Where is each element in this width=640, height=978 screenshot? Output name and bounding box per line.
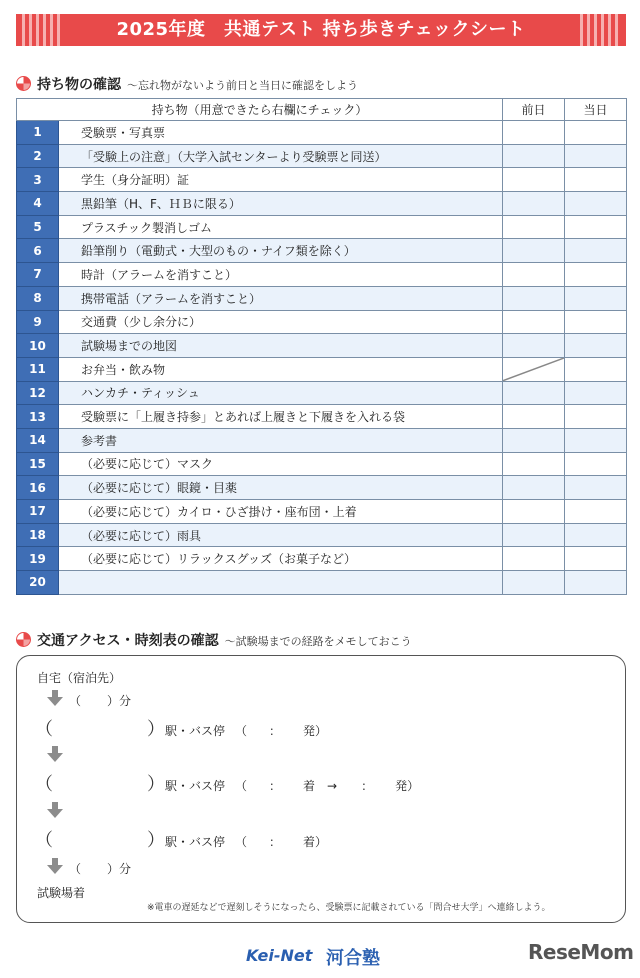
walk-minutes-1: （ ）分 — [69, 694, 132, 708]
row-number: 15 — [17, 452, 59, 476]
row-item-label: （必要に応じて）リラックスグッズ（お菓子など） — [59, 547, 503, 571]
row-item-label: 携帯電話（アラームを消すこと） — [59, 286, 503, 310]
check-box-day-before[interactable] — [503, 571, 565, 595]
section-belongings-subtitle: ～忘れ物がないよう前日と当日に確認をしよう — [127, 79, 358, 92]
check-box-day-before[interactable] — [503, 523, 565, 547]
row-number: 14 — [17, 428, 59, 452]
row-number: 7 — [17, 263, 59, 287]
paren-open-1: （ — [35, 719, 53, 740]
kawai-logo: 河合塾 — [326, 948, 380, 969]
check-box-exam-day[interactable] — [565, 381, 627, 405]
checklist-row — [17, 263, 627, 287]
row-item-label: 交通費（少し余分に） — [59, 310, 503, 334]
check-box-exam-day[interactable] — [565, 452, 627, 476]
check-box-day-before[interactable] — [503, 547, 565, 571]
header-exam-day: 当日 — [565, 99, 627, 121]
route-memo-box — [16, 655, 626, 923]
check-box-day-before[interactable] — [503, 215, 565, 239]
row-number: 1 — [17, 121, 59, 145]
paren-close-3: ） — [147, 830, 165, 851]
paren-close-1: ） — [147, 719, 165, 740]
checklist-row — [17, 547, 627, 571]
row-number: 3 — [17, 168, 59, 192]
row-item-label: 黒鉛筆（H、F、ＨＢに限る） — [59, 192, 503, 216]
row-number: 11 — [17, 357, 59, 381]
checklist-row — [17, 405, 627, 429]
down-arrow-icon — [47, 802, 63, 818]
check-box-day-before[interactable] — [503, 500, 565, 524]
checklist-row — [17, 428, 627, 452]
checklist-row — [17, 144, 627, 168]
check-box-day-before[interactable] — [503, 286, 565, 310]
checklist-row — [17, 239, 627, 263]
check-box-exam-day[interactable] — [565, 239, 627, 263]
checklist-row — [17, 381, 627, 405]
row-item-label: 受験票・写真票 — [59, 121, 503, 145]
check-box-exam-day[interactable] — [565, 571, 627, 595]
check-box-day-before[interactable] — [503, 121, 565, 145]
check-box-exam-day[interactable] — [565, 357, 627, 381]
row-number: 5 — [17, 215, 59, 239]
row-number: 10 — [17, 334, 59, 358]
check-box-day-before[interactable] — [503, 476, 565, 500]
checklist-row — [17, 192, 627, 216]
checklist-row — [17, 500, 627, 524]
check-box-day-before[interactable] — [503, 381, 565, 405]
checklist-row — [17, 476, 627, 500]
row-item-label: （必要に応じて）カイロ・ひざ掛け・座布団・上着 — [59, 500, 503, 524]
row-number: 13 — [17, 405, 59, 429]
time-transfer-2: （ ： 着 → ： 発） — [235, 779, 420, 793]
destination-label: 試験場着 — [37, 886, 86, 900]
paren-open-2: （ — [35, 774, 53, 795]
check-box-exam-day[interactable] — [565, 121, 627, 145]
checklist-row — [17, 215, 627, 239]
pie-section-icon — [16, 632, 31, 647]
section-route-subtitle: ～試験場までの経路をメモしておこう — [224, 635, 412, 648]
down-arrow-icon — [47, 858, 63, 874]
row-item-label: 鉛筆削り（電動式・大型のもの・ナイフ類を除く） — [59, 239, 503, 263]
check-box-exam-day[interactable] — [565, 168, 627, 192]
check-box-exam-day[interactable] — [565, 310, 627, 334]
row-item-label: 時計（アラームを消すこと） — [59, 263, 503, 287]
page-title: 2025年度 共通テスト 持ち歩きチェックシート — [116, 19, 526, 40]
section-belongings-title: 持ち物の確認 — [37, 77, 121, 93]
check-box-day-before[interactable] — [503, 192, 565, 216]
row-number: 12 — [17, 381, 59, 405]
checklist-row — [17, 571, 627, 595]
time-depart-1: （ ： 発） — [235, 724, 328, 738]
row-number: 8 — [17, 286, 59, 310]
check-box-exam-day[interactable] — [565, 215, 627, 239]
header-day-before: 前日 — [503, 99, 565, 121]
check-box-exam-day[interactable] — [565, 547, 627, 571]
walk-minutes-2: （ ）分 — [69, 862, 132, 876]
checklist-row — [17, 121, 627, 145]
title-banner — [16, 14, 626, 46]
row-number: 19 — [17, 547, 59, 571]
check-box-day-before[interactable] — [503, 452, 565, 476]
row-item-label: 受験票に「上履き持参」とあれば上履きと下履きを入れる袋 — [59, 405, 503, 429]
check-box-exam-day[interactable] — [565, 334, 627, 358]
checklist-row — [17, 452, 627, 476]
checklist-header-row — [17, 99, 627, 121]
row-item-label: 試験場までの地図 — [59, 334, 503, 358]
check-box-day-before[interactable] — [503, 144, 565, 168]
check-box-day-before[interactable] — [503, 405, 565, 429]
row-item-label: （必要に応じて）雨具 — [59, 523, 503, 547]
down-arrow-icon — [47, 690, 63, 706]
check-box-day-before[interactable] — [503, 263, 565, 287]
check-box-day-before[interactable] — [503, 428, 565, 452]
row-item-label: ハンカチ・ティッシュ — [59, 381, 503, 405]
checklist-row — [17, 523, 627, 547]
checklist-row — [17, 168, 627, 192]
down-arrow-icon — [47, 746, 63, 762]
row-number: 6 — [17, 239, 59, 263]
check-box-day-before[interactable] — [503, 239, 565, 263]
delay-note: ※電車の遅延などで遅刻しそうになったら、受験票に記載されている「問合せ大学」へ連絡しよう。 — [147, 903, 551, 913]
checklist-row — [17, 334, 627, 358]
row-number: 4 — [17, 192, 59, 216]
pie-section-icon — [16, 76, 31, 91]
row-item-label — [59, 571, 503, 595]
section-belongings-header — [16, 74, 358, 94]
row-number: 20 — [17, 571, 59, 595]
row-number: 9 — [17, 310, 59, 334]
row-item-label: （必要に応じて）眼鏡・目薬 — [59, 476, 503, 500]
check-box-exam-day[interactable] — [565, 476, 627, 500]
checklist-row — [17, 357, 627, 381]
row-item-label: プラスチック製消しゴム — [59, 215, 503, 239]
check-box-day-before[interactable] — [503, 310, 565, 334]
paren-close-2: ） — [147, 774, 165, 795]
station-label-2: 駅・バス停 — [165, 779, 226, 793]
check-box-exam-day[interactable] — [565, 405, 627, 429]
row-number: 2 — [17, 144, 59, 168]
check-box-exam-day[interactable] — [565, 523, 627, 547]
diagonal-slash — [503, 358, 564, 381]
section-route-title: 交通アクセス・時刻表の確認 — [37, 633, 219, 649]
station-label-1: 駅・バス停 — [165, 724, 226, 738]
row-item-label: 参考書 — [59, 428, 503, 452]
check-box-exam-day[interactable] — [565, 286, 627, 310]
check-box-exam-day[interactable] — [565, 144, 627, 168]
row-item-label: 学生（身分証明）証 — [59, 168, 503, 192]
keinet-logo: Kei-Net — [246, 946, 313, 965]
row-item-label: 「受験上の注意」（大学入試センターより受験票と同送） — [59, 144, 503, 168]
paren-open-3: （ — [35, 830, 53, 851]
section-route-header — [16, 630, 412, 650]
row-number: 16 — [17, 476, 59, 500]
check-box-exam-day[interactable] — [565, 428, 627, 452]
check-box-day-before[interactable] — [503, 168, 565, 192]
time-arrive-3: （ ： 着） — [235, 835, 328, 849]
row-item-label: お弁当・飲み物 — [59, 357, 503, 381]
check-box-exam-day[interactable] — [565, 192, 627, 216]
checklist-row — [17, 286, 627, 310]
checklist-table — [16, 98, 627, 595]
resemom-logo: ReseMom — [528, 940, 634, 964]
check-box-day-before-na — [503, 357, 565, 381]
row-item-label: （必要に応じて）マスク — [59, 452, 503, 476]
check-box-exam-day[interactable] — [565, 263, 627, 287]
header-items: 持ち物（用意できたら右欄にチェック） — [17, 99, 503, 121]
station-label-3: 駅・バス停 — [165, 835, 226, 849]
checklist-row — [17, 310, 627, 334]
check-box-exam-day[interactable] — [565, 500, 627, 524]
row-number: 18 — [17, 523, 59, 547]
check-box-day-before[interactable] — [503, 334, 565, 358]
home-label: 自宅（宿泊先） — [37, 671, 122, 685]
row-number: 17 — [17, 500, 59, 524]
